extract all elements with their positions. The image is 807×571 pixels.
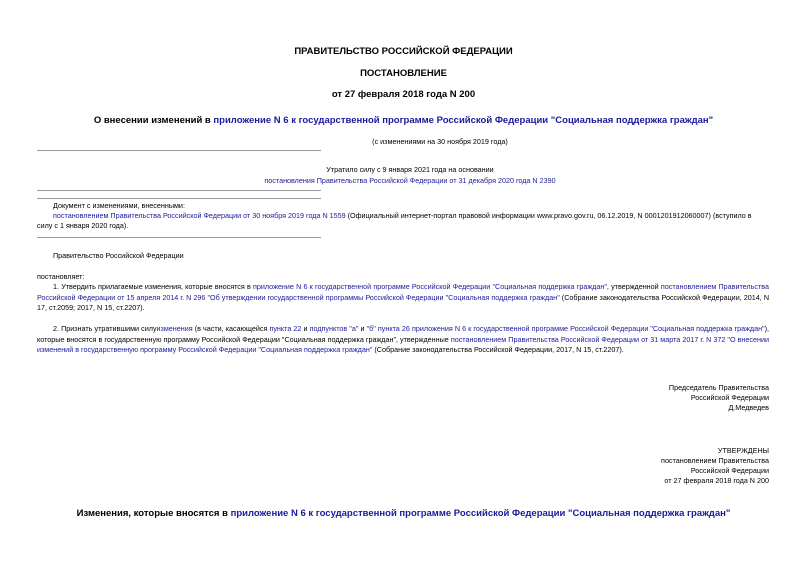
divider [37, 150, 321, 151]
p2-link-5[interactable]: постановлением Правительства Российской Федерации от 31 марта 2017 г. N 372 "О внесении изменений в государственную программу Российской Федерации "Социальная поддержка граждан" [37, 334, 769, 355]
expired-link[interactable]: постановления Правительства Российской Федерации от 31 декабря 2020 года N 2390 [264, 176, 556, 185]
changes-title [0, 508, 807, 519]
signature-block [560, 383, 769, 413]
document-date-number: от 27 февраля 2018 года N 200 [331, 89, 476, 100]
p1-link-1[interactable]: приложение N 6 к государственной программе Российской Федерации "Социальная поддержка граждан" [253, 282, 607, 291]
p2-text-1: 2. Признать утратившими силу [53, 324, 157, 333]
p2-link-3[interactable]: подпунктов "а" [309, 324, 359, 333]
government-heading: ПРАВИТЕЛЬСТВО РОССИЙСКОЙ ФЕДЕРАЦИИ [294, 46, 513, 57]
approval-block [560, 446, 769, 486]
divider [37, 190, 321, 191]
approval-line-2: постановлением Правительства [661, 456, 769, 465]
approval-line-3: Российской Федерации [690, 466, 769, 475]
body-government: Правительство Российской Федерации [53, 251, 184, 260]
p1-text-2: , утвержденной [606, 282, 661, 291]
signature-line-1: Председатель Правительства [668, 383, 769, 392]
p2-link-1[interactable]: изменения [156, 324, 193, 333]
expired-line: Утратило силу с 9 января 2021 года на основании [326, 165, 494, 174]
p1-text-3: (Собрание законодательства Российской Федерации, 2014, N 17, ст.2059; 2017, N 15, ст.2207). [37, 292, 770, 313]
p2-text-4: и [358, 324, 367, 333]
p2-link-4[interactable]: "б" пункта 26 приложения N 6 к государственной программе Российской Федерации "Социальная поддержка граждан" [366, 324, 765, 333]
p2-link-2[interactable]: пункта 22 [269, 324, 302, 333]
body-decrees: постановляет: [37, 272, 85, 281]
changes-title-link[interactable]: приложение N 6 к государственной программе Российской Федерации "Социальная поддержка граждан" [230, 508, 731, 519]
signature-line-2: Российской Федерации [690, 393, 769, 402]
p1-link-2[interactable]: постановлением Правительства Российской Федерации от 15 апреля 2014 г. N 296 "Об утверждении государственной программы Российской Федерации "Социальная поддержка граждан" [37, 282, 769, 302]
p1-text-1: 1. Утвердить прилагаемые изменения, которые вносятся в [53, 282, 253, 291]
amended-note: (с изменениями на 30 ноября 2019 года) [372, 137, 508, 146]
document-title-link[interactable]: приложение N 6 к государственной программе Российской Федерации "Социальная поддержка граждан" [213, 115, 714, 126]
p2-text-3: и [301, 324, 310, 333]
p2-text-5: ), которые вносятся в государственную программу Российской Федерации "Социальная поддержка граждан", утвержденные [37, 324, 770, 344]
approval-line-4: от 27 февраля 2018 года N 200 [664, 476, 769, 485]
signature-line-3: Д.Медведев [728, 403, 769, 412]
changes-rest: (Официальный интернет-портал правовой информации www.pravo.gov.ru, 06.12.2019, N 0001201912060007) (вступило в силу с 1 января 2020 года). [37, 211, 752, 230]
approval-line-1: УТВЕРЖДЕНЫ [717, 446, 769, 455]
divider [37, 237, 321, 238]
p2-text-2: (в части, касающейся [192, 324, 270, 333]
changes-link[interactable]: постановлением Правительства Российской Федерации от 30 ноября 2019 года N 1559 [53, 211, 346, 220]
changes-text [37, 211, 769, 231]
divider [37, 198, 321, 199]
document-type: ПОСТАНОВЛЕНИЕ [360, 68, 447, 79]
document-title-prefix: О внесении изменений в [93, 115, 214, 126]
changes-title-prefix: Изменения, которые вносятся в [76, 508, 231, 519]
paragraph-2 [37, 324, 769, 356]
paragraph-1 [37, 282, 769, 314]
changes-label: Документ с изменениями, внесенными: [53, 201, 185, 210]
p2-text-6: (Собрание законодательства Российской Федерации, 2017, N 15, ст.2207). [372, 345, 624, 355]
document-title [0, 115, 807, 126]
